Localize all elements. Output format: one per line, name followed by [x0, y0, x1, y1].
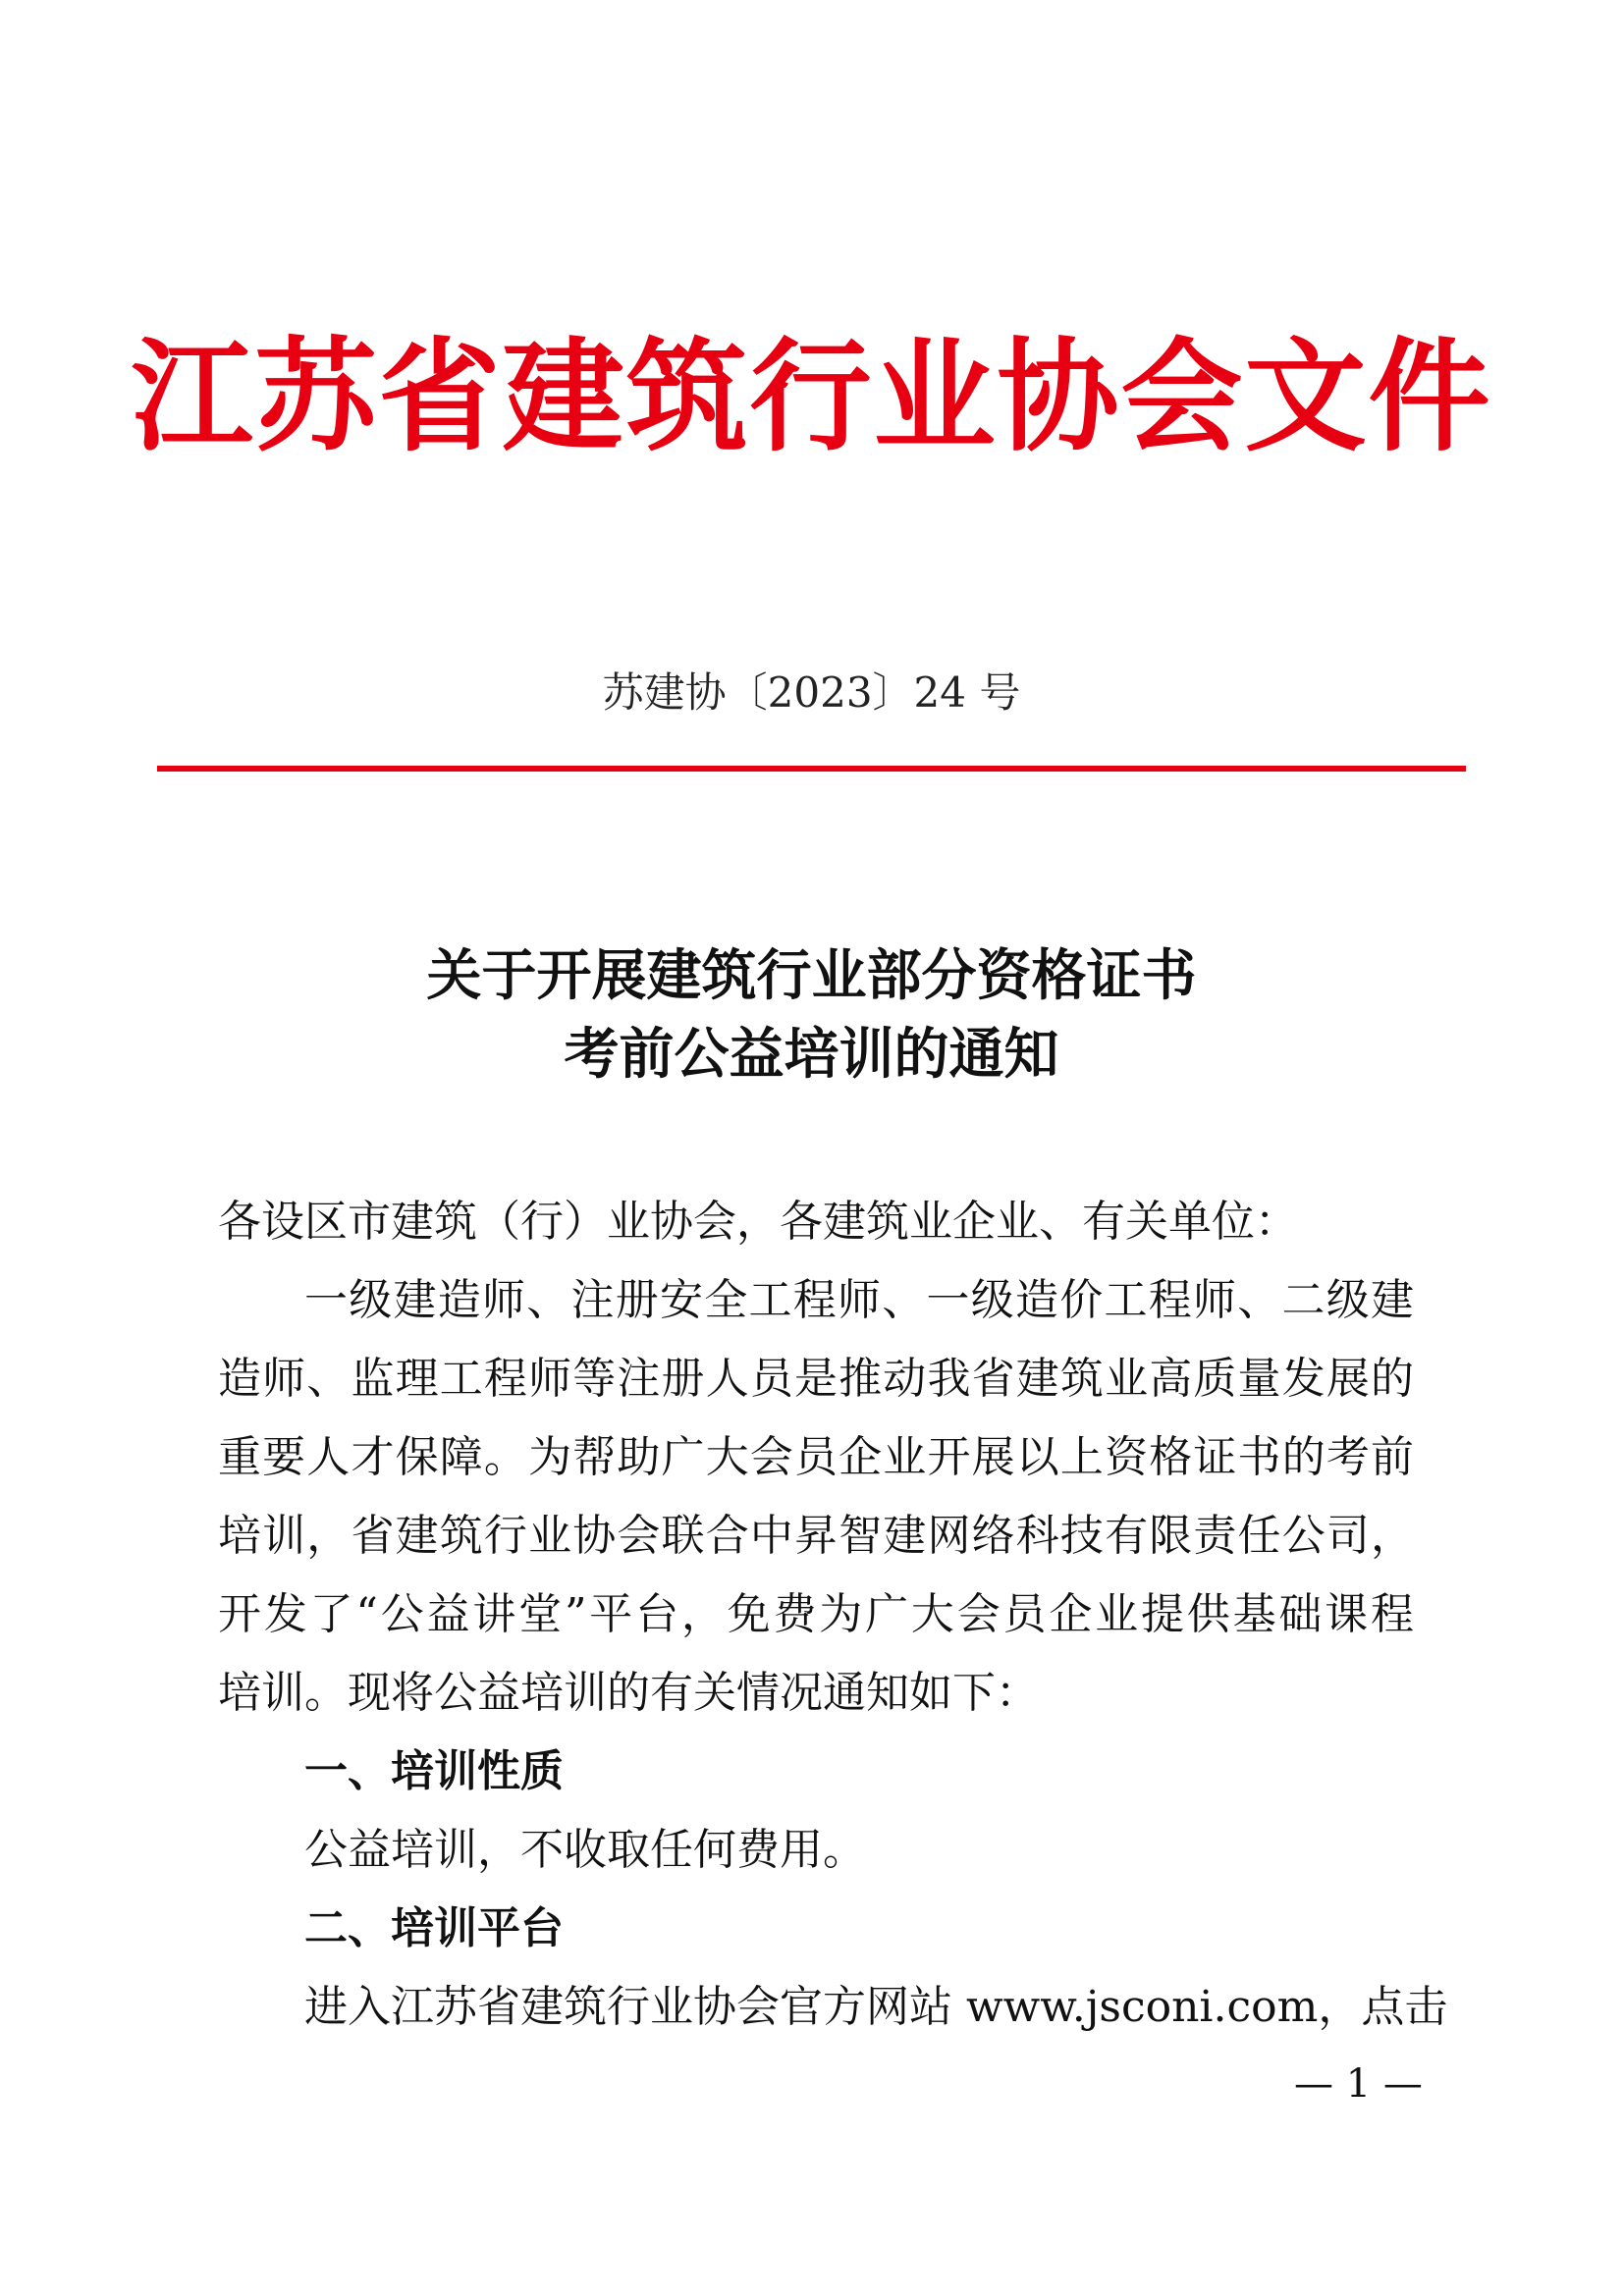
- paragraph-1-line-2: 造师、监理工程师等注册人员是推动我省建筑业高质量发展的: [218, 1354, 1414, 1404]
- paragraph-1-line-6: 培训。现将公益培训的有关情况通知如下：: [218, 1668, 1039, 1718]
- page-number: — 1 —: [1294, 2061, 1423, 2107]
- notice-title: [0, 937, 1623, 1095]
- notice-title-line-2: 考前公益培训的通知: [564, 1023, 1059, 1087]
- notice-title-line-1: 关于开展建筑行业部分资格证书: [426, 944, 1197, 1008]
- notice-body: [218, 1183, 1448, 2047]
- paragraph-1-line-1: 一级建造师、注册安全工程师、一级造价工程师、二级建: [304, 1275, 1414, 1325]
- salutation: 各设区市建筑（行）业协会，各建筑业企业、有关单位：: [218, 1197, 1298, 1247]
- section-1-text: 公益培训，不收取任何费用。: [304, 1825, 866, 1875]
- section-2-heading: 二、培训平台: [304, 1903, 564, 1953]
- red-divider-rule: [157, 766, 1466, 772]
- section-1-heading: 一、培训性质: [304, 1746, 564, 1796]
- masthead-title: 江苏省建筑行业协会文件: [131, 326, 1492, 468]
- section-2-text: 进入江苏省建筑行业协会官方网站 www.jsconi.com，点击: [304, 1982, 1448, 2032]
- paragraph-1-line-5: 开发了“公益讲堂”平台，免费为广大会员企业提供基础课程: [218, 1589, 1414, 1639]
- paragraph-1-line-3: 重要人才保障。为帮助广大会员企业开展以上资格证书的考前: [218, 1432, 1414, 1482]
- paragraph-1-line-4: 培训，省建筑行业协会联合中昇智建网络科技有限责任公司，: [218, 1511, 1414, 1561]
- document-number: 苏建协〔2023〕24 号: [602, 668, 1021, 717]
